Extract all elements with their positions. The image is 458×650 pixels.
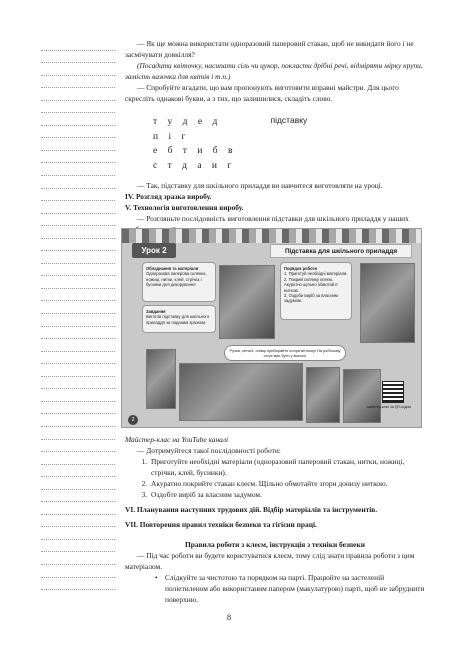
- rules-list: [125, 572, 425, 605]
- section-heading-vii: VII. Повторення правил техніки безпеки та гігієни праці.: [125, 520, 317, 529]
- rules-intro: — Під час роботи ви будете користуватися клеєм, тому слід знати правила роботи з цим матеріалом.: [125, 551, 415, 571]
- lesson-badge: Урок 2: [132, 243, 176, 258]
- sequence-intro: — Дотримуйтеся такої послідовності роботи:: [137, 446, 281, 455]
- section-heading-iv: IV. Розгляд зразка виробу.: [125, 192, 212, 201]
- letter-row: с т д а и г: [153, 160, 236, 171]
- album-page-number: 2: [128, 415, 138, 425]
- puzzle-answer: підставку: [270, 115, 308, 125]
- puzzle-instruction: — Спробуйте вгадати, що вам пропонують виготовити вправні майстри. Для цього скресліть однакові букви, а з тих, що залишилися, складіть слово.: [125, 83, 399, 103]
- materials-heading: Обладнання та матеріали: [146, 266, 199, 271]
- letter-grid: [153, 115, 236, 173]
- rule-item: • Слідкуйте за чистотою та порядком на парті. Працюйте на застеленій поліетиленом або використаним папером (макулатурою) парті, щоб не забруднити поверхню.: [165, 572, 425, 605]
- steps-list: [125, 456, 425, 500]
- materials-text: Одноразова паперова склянка, ножиці, нитки, клей, стрічка і бусинки для декорування: [146, 271, 207, 288]
- winding-thread-photo: [179, 363, 303, 421]
- album-instruction: — Розгляньте послідовність виготовлення підставки для шкільного приладдя у наших: [137, 214, 409, 223]
- album-page-figure: [121, 228, 422, 428]
- steps-box: [280, 262, 352, 320]
- question-paragraph: — Як ще можна використати одноразовий паперовий стакан, щоб не викидати його і не засмічувати довкілля?: [125, 39, 414, 59]
- step-text: 2. Покрий склянку клеєм. Акуратно щільно обмотай її ниткою.: [284, 276, 338, 293]
- figure-title: Підставка для шкільного приладдя: [270, 244, 412, 258]
- note-lines: [41, 38, 115, 590]
- task-heading: Завдання: [146, 309, 166, 314]
- step-item: 3. Оздобте виріб за власним задумом.: [149, 489, 425, 500]
- second-section: [125, 434, 425, 605]
- task-box: [142, 305, 216, 333]
- task-text: Виготов підставку для шкільного приладдя за поданим зразком.: [146, 314, 210, 325]
- child-photo: [219, 265, 275, 339]
- steps-heading: Порядок роботи: [284, 266, 318, 271]
- qr-code-icon: [382, 381, 404, 403]
- main-text: [125, 38, 425, 235]
- section-heading-vi: VI. Планування наступних трудових дій. Відбір матеріалів та інструментів.: [125, 505, 378, 514]
- letter-puzzle: [153, 115, 425, 173]
- step-text: 1. Приготуй необхідні матеріали.: [284, 271, 348, 277]
- letter-row: е б т и б в: [153, 146, 237, 156]
- qr-caption: майстер-клас за QR-кодом: [367, 405, 411, 409]
- materials-box: [142, 262, 216, 302]
- decorative-strip: [122, 229, 421, 243]
- section-heading-v: V. Технологія виготовлення виробу.: [125, 203, 244, 212]
- speech-bubble: Ручки, пензлі, олівці прибирайте попри вітному! На робочому столі має бути у всього!: [224, 345, 346, 361]
- finished-holder-photo: [343, 369, 381, 423]
- answer-hint: (Посадити квіточку, насипати сіль чи цукор, покласти дрібні речі, відміряти мірку крупи, замість вазочки для квітів і т.п.): [125, 61, 423, 81]
- rules-title: Правила роботи з клеєм, інструкція з техніки безпеки: [185, 540, 365, 549]
- step-item: 1. Приготуйте необхідні матеріали (одноразовий паперовий стакан, нитки, ножиці, стрічки, клей, бусинки).: [149, 456, 425, 478]
- masterclass-caption: Майстер-клас на YouTube каналі: [125, 435, 229, 444]
- letter-row: т у д е д: [153, 117, 222, 127]
- glued-cup-photo: [306, 367, 340, 423]
- page-number: 8: [226, 612, 232, 622]
- step-text: 3. Оздоби виріб за власним задумом.: [284, 293, 338, 304]
- letter-row: п і г: [153, 131, 190, 142]
- materials-photo: [146, 349, 176, 409]
- conclusion-paragraph: — Так, підставку для шкільного приладдя ви навчитеся виготовляти на уроці.: [137, 181, 383, 190]
- pencil-holder-photo: [360, 263, 415, 343]
- step-item: 2. Акуратно покрийте стакан клеєм. Щільно обмотайте згори донизу ниткою.: [149, 478, 425, 489]
